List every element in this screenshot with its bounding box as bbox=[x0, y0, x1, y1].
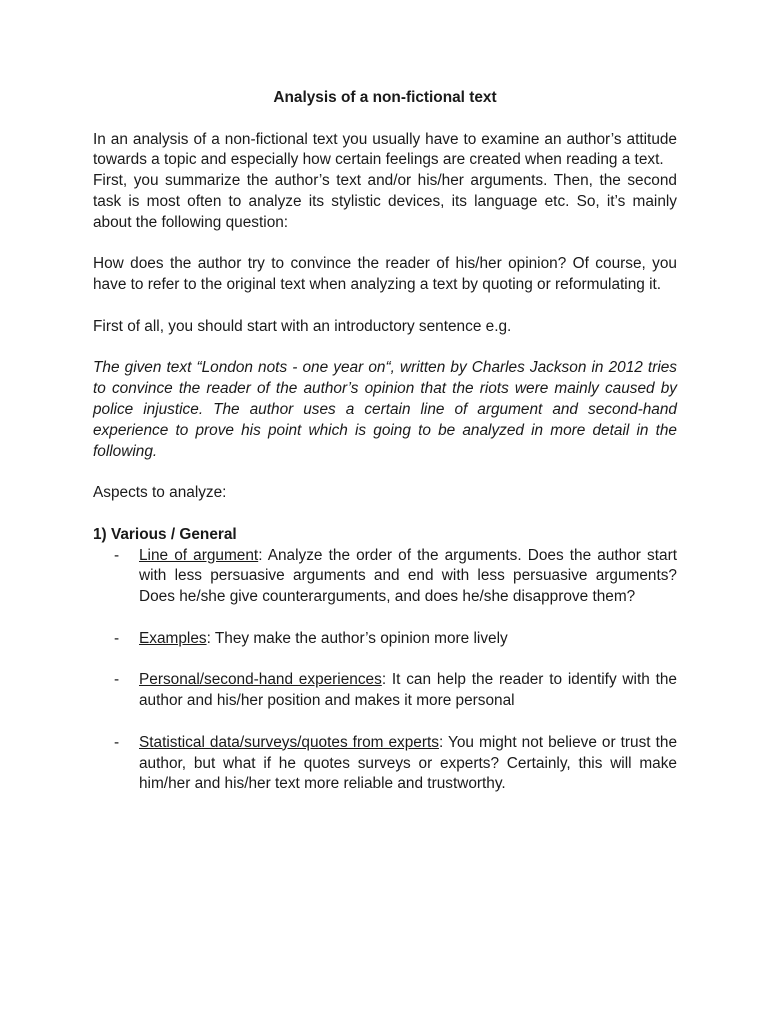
example-sentence-paragraph: The given text “London nots - one year on“, written by Charles Jackson in 2012 tries to convince the reader of the author’s opinion that the riots were mainly caused by police injustice. The author uses a certain line of argument and second-hand experience to prove his point which is going to be analyzed in more detail in the following. bbox=[93, 359, 677, 460]
aspects-label: Aspects to analyze: bbox=[93, 484, 227, 502]
document-title: Analysis of a non-fictional text bbox=[273, 89, 497, 106]
list-item bbox=[93, 670, 677, 712]
introductory-sentence-paragraph: First of all, you should start with an introductory sentence e.g. bbox=[93, 317, 512, 335]
item-term: Line of argument bbox=[139, 546, 259, 564]
item-term: Statistical data/surveys/quotes from experts bbox=[139, 733, 439, 751]
list-item bbox=[93, 733, 677, 795]
item-text: : Analyze the order of the arguments. Does the author start with less persuasive arguments and end with less persuasive arguments? Does he/she give counterarguments, and does he/she disapprove them? bbox=[139, 546, 677, 606]
item-term: Examples bbox=[139, 629, 207, 647]
list-item bbox=[93, 629, 677, 650]
item-text: : They make the author’s opinion more lively bbox=[206, 629, 508, 647]
list-item bbox=[93, 546, 677, 608]
list-dash: - bbox=[114, 546, 120, 564]
list-dash: - bbox=[114, 629, 120, 647]
intro-paragraph: In an analysis of a non-fictional text you usually have to examine an author’s attitude towards a topic and especially how certain feelings are created when reading a text. bbox=[93, 130, 677, 169]
item-text: : You might not believe or trust the author, but what if he quotes surveys or experts? Certainly, this will make him/her and his/her text more reliable and trustworthy. bbox=[139, 733, 677, 793]
item-text: : It can help the reader to identify with the author and his/her position and makes it more personal bbox=[139, 671, 677, 710]
section-heading: 1) Various / General bbox=[93, 525, 237, 543]
question-paragraph: How does the author try to convince the reader of his/her opinion? Of course, you have to refer to the original text when analyzing a text by quoting or reformulating it. bbox=[93, 255, 677, 294]
aspects-list bbox=[93, 546, 677, 796]
item-term: Personal/second-hand experiences bbox=[139, 671, 382, 689]
list-dash: - bbox=[114, 671, 120, 689]
list-dash: - bbox=[114, 733, 120, 751]
summary-paragraph: First, you summarize the author’s text and/or his/her arguments. Then, the second task is most often to analyze its stylistic devices, its language etc. So, it’s mainly about the following question: bbox=[93, 172, 677, 231]
